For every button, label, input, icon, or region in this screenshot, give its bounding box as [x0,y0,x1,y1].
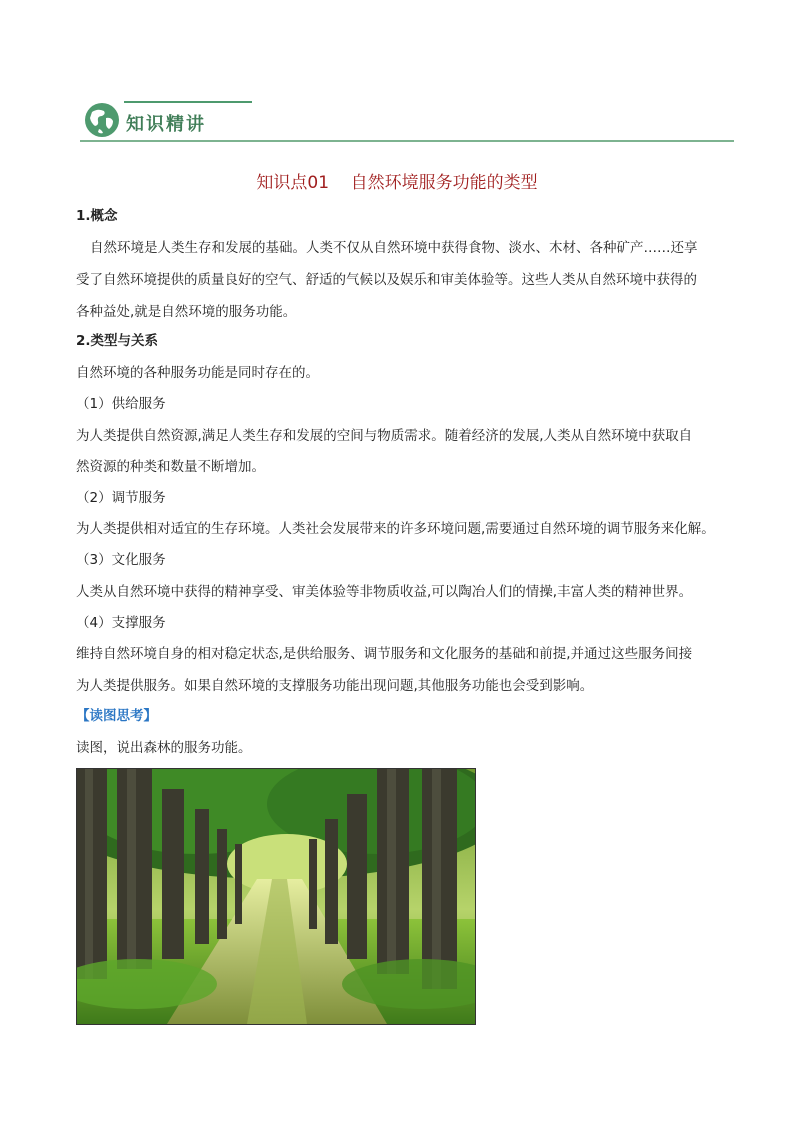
header-top-rule [124,101,252,103]
concept-line-3: 各种益处,就是自然环境的服务功能。 [76,304,297,320]
culture-line: 人类从自然环境中获得的精神享受、审美体验等非物质收益,可以陶冶人们的情操,丰富人类的精神世界。 [76,584,693,600]
types-intro: 自然环境的各种服务功能是同时存在的。 [76,365,319,381]
page-title: 知识点01 自然环境服务功能的类型 [256,173,538,193]
concept-line-1: 自然环境是人类生存和发展的基础。人类不仅从自然环境中获得食物、淡水、木材、各种矿产……还享 [90,240,698,256]
header-bottom-rule [80,140,734,142]
forest-road-photo [76,768,476,1025]
globe-icon [84,102,120,138]
support-line-2: 为人类提供服务。如果自然环境的支撑服务功能出现问题,其他服务功能也会受到影响。 [76,678,594,694]
support-line-1: 维持自然环境自身的相对稳定状态,是供给服务、调节服务和文化服务的基础和前提,并通过这些服务间接 [76,646,693,662]
header-title: 知识精讲 [126,114,206,135]
concept-heading: 1.概念 [76,208,118,224]
types-heading: 2.类型与关系 [76,333,159,349]
regulate-heading: （2）调节服务 [76,490,166,506]
supply-line-2: 然资源的种类和数量不断增加。 [76,459,265,475]
supply-heading: （1）供给服务 [76,396,166,412]
section-header [80,96,734,142]
culture-heading: （3）文化服务 [76,552,166,568]
concept-line-2: 受了自然环境提供的质量良好的空气、舒适的气候以及娱乐和审美体验等。这些人类从自然环境中获得的 [76,272,697,288]
prompt-text: 读图，说出森林的服务功能。 [76,740,252,756]
read-think-tag: 【读图思考】 [76,708,157,724]
regulate-line: 为人类提供相对适宜的生存环境。人类社会发展带来的许多环境问题,需要通过自然环境的调节服务来化解。 [76,521,715,537]
support-heading: （4）支撑服务 [76,615,166,631]
supply-line-1: 为人类提供自然资源,满足人类生存和发展的空间与物质需求。随着经济的发展,人类从自然环境中获取自 [76,428,693,444]
forest-illustration [77,769,475,1024]
